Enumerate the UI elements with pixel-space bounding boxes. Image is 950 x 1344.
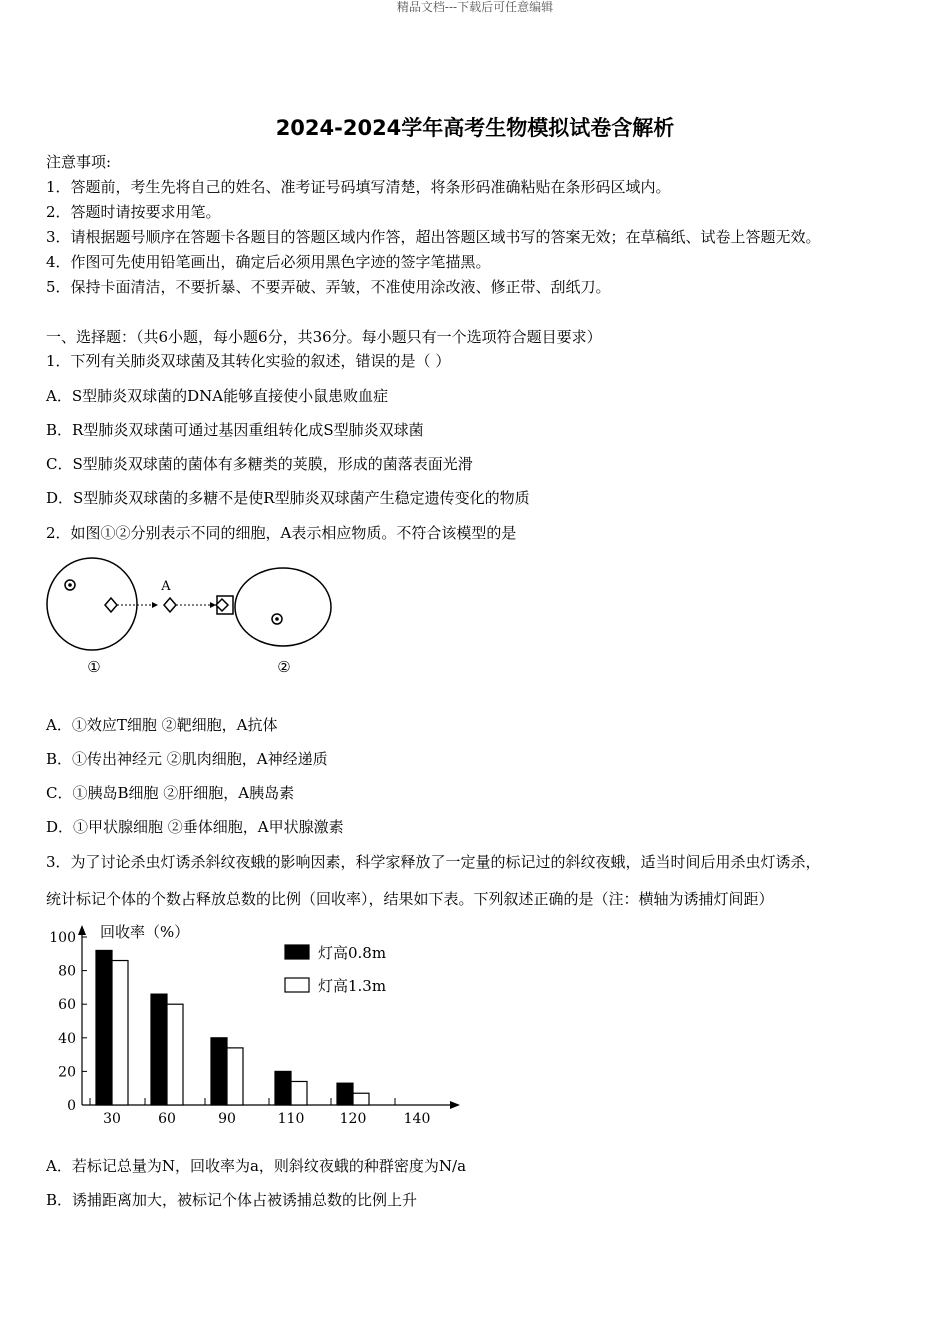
substance-a-label: A [161,579,171,594]
cell-2-nucleus-icon [272,614,282,624]
q3-stem-line-1: 3．为了讨论杀虫灯诱杀斜纹夜蛾的影响因素，科学家释放了一定量的标记过的斜纹夜蛾，适当时间后用杀虫灯诱杀， [46,853,821,871]
x-tick-label: 110 [277,1111,305,1127]
notice-item-3: 3．请根据题号顺序在答题卡各题目的答题区域内作答，超出答题区域书写的答案无效；在草稿纸、试卷上答题无效。 [46,228,821,246]
bar-lamp-1-3m-60 [167,1004,183,1105]
cell-1 [47,558,137,650]
q2-option-d: D．①甲状腺细胞 ②垂体细胞，A甲状腺激素 [46,818,344,836]
y-axis-label: 回收率（%） [100,923,190,941]
y-tick-label: 20 [58,1064,76,1081]
q2-option-c: C．①胰岛B细胞 ②肝细胞，A胰岛素 [46,784,295,802]
notice-item-5: 5．保持卡面清洁，不要折暴、不要弄破、弄皱，不准使用涂改液、修正带、刮纸刀。 [46,278,611,296]
y-tick-label: 80 [58,963,76,980]
q3-stem-line-2: 统计标记个体的个数占释放总数的比例（回收率），结果如下表。下列叙述正确的是（注：横轴为诱捕灯间距） [46,890,774,908]
cell-1-nucleus-icon [65,580,75,590]
notice-item-2: 2．答题时请按要求用笔。 [46,203,221,221]
y-tick-label: 0 [67,1098,76,1114]
notice-heading: 注意事项: [46,153,112,171]
cell-diagram [40,552,340,682]
page-title: 2024-2024学年高考生物模拟试卷含解析 [275,116,675,140]
x-tick-label: 90 [218,1111,236,1127]
q3-option-a: A．若标记总量为N，回收率为a，则斜纹夜蛾的种群密度为N/a [46,1157,467,1175]
legend-label: 灯高0.8m [318,944,387,962]
legend-swatch [285,978,309,992]
x-tick-label: 120 [339,1111,367,1127]
y-tick-label: 40 [58,1030,76,1047]
x-tick-label: 60 [158,1111,176,1127]
bar-lamp-0-8m-110 [275,1071,291,1105]
y-axis-arrow-icon [78,925,86,935]
y-tick-label: 100 [49,930,76,946]
recovery-rate-bar-chart [40,915,470,1135]
secreted-molecule-icon [105,598,117,612]
x-axis-arrow-icon [450,1101,460,1109]
bar-lamp-0-8m-120 [337,1083,353,1105]
bar-lamp-1-3m-30 [112,961,128,1105]
q2-option-a: A．①效应T细胞 ②靶细胞，A抗体 [46,716,278,734]
bar-lamp-0-8m-90 [211,1038,227,1105]
page-header-watermark: 精品文档---下载后可任意编辑 [396,0,554,14]
y-tick-label: 60 [58,997,76,1014]
q2-stem: 2．如图①②分别表示不同的细胞，A表示相应物质。不符合该模型的是 [46,524,517,542]
cell-1-label: ① [87,658,101,676]
section-heading: 一、选择题：（共6小题，每小题6分，共36分。每小题只有一个选项符合题目要求） [46,328,602,346]
x-tick-label: 30 [103,1111,121,1127]
bar-lamp-1-3m-110 [291,1081,307,1105]
q2-option-b: B．①传出神经元 ②肌肉细胞，A神经递质 [46,750,328,768]
bar-lamp-0-8m-30 [96,950,112,1105]
cell-2 [235,568,331,646]
q3-option-b: B．诱捕距离加大，被标记个体占被诱捕总数的比例上升 [46,1191,418,1209]
bar-lamp-1-3m-120 [353,1093,369,1105]
q1-option-c: C．S型肺炎双球菌的菌体有多糖类的荚膜，形成的菌落表面光滑 [46,455,473,473]
q1-stem: 1．下列有关肺炎双球菌及其转化实验的叙述，错误的是（ ） [46,352,451,370]
legend-swatch [285,945,309,959]
cell-2-label: ② [277,658,291,676]
bar-lamp-0-8m-60 [151,994,167,1105]
q1-option-b: B．R型肺炎双球菌可通过基因重组转化成S型肺炎双球菌 [46,421,424,439]
bar-lamp-1-3m-90 [227,1048,243,1105]
notice-item-4: 4．作图可先使用铅笔画出，确定后必须用黑色字迹的签字笔描黑。 [46,253,491,271]
x-tick-label: 140 [403,1111,431,1127]
q1-option-d: D．S型肺炎双球菌的多糖不是使R型肺炎双球菌产生稳定遗传变化的物质 [46,489,530,507]
legend-label: 灯高1.3m [318,977,387,995]
arrow-1-icon [152,602,158,608]
q1-option-a: A．S型肺炎双球菌的DNA能够直接使小鼠患败血症 [46,387,389,405]
substance-a-icon [164,598,176,612]
notice-item-1: 1．答题前，考生先将自己的姓名、准考证号码填写清楚，将条形码准确粘贴在条形码区域内。 [46,178,671,196]
